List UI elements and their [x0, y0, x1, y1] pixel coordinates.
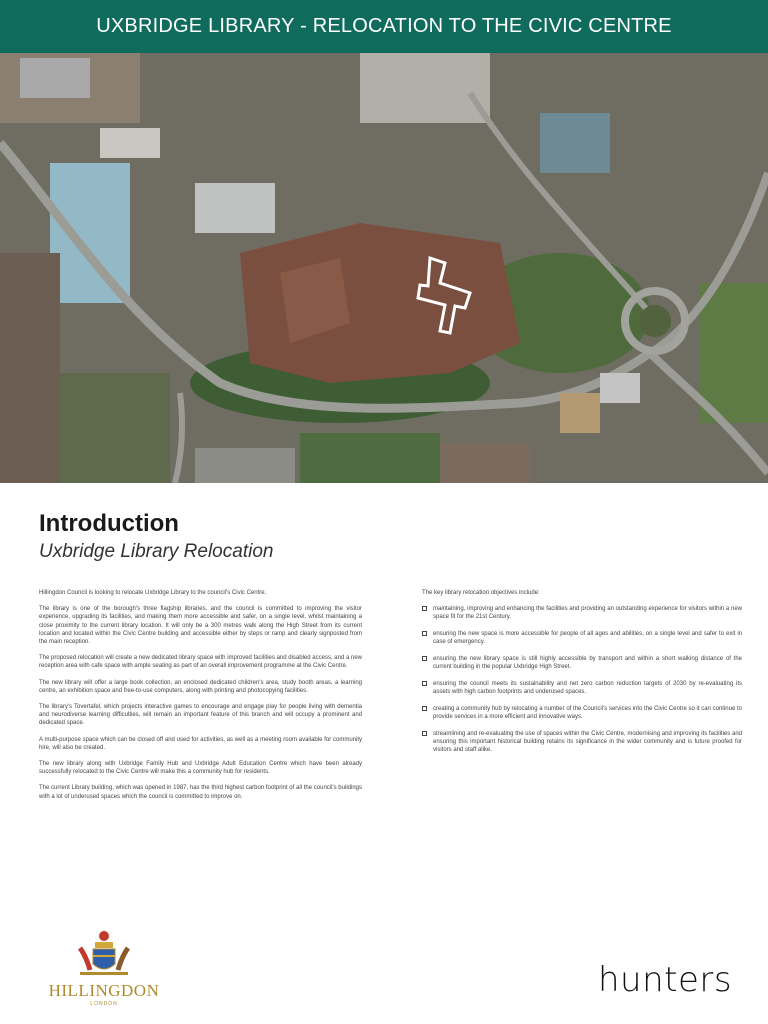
objectives-column	[422, 589, 742, 763]
intro-title: Introduction	[39, 510, 179, 537]
objective-text: streamlining and re-evaluating the use of spaces within the Civic Centre, modernising and improving its facilities and ensuring this important historical building retains its significance in the wider community and is future proofed for visitors and staff alike.	[433, 730, 742, 754]
objective-item	[422, 730, 742, 755]
objective-text: ensuring the council meets its sustainability and net zero carbon reduction targets of 2030 by re-evaluating its assets with high carbon footprints and underused spaces.	[433, 680, 742, 696]
objectives-list	[422, 605, 742, 754]
hillingdon-logo-subtext: LONDON	[90, 1001, 118, 1007]
checkbox-bullet-icon	[422, 731, 427, 736]
header-banner	[0, 0, 768, 53]
objective-item	[422, 630, 742, 646]
checkbox-bullet-icon	[422, 706, 427, 711]
checkbox-bullet-icon	[422, 681, 427, 686]
body-paragraph: The library is one of the borough's three flagship libraries, and the council is committed to improving the visitor experience, upgrading its facilities, and making them more accessible and safer, on a single level, whilst maintaining a close proximity to the current library location. It will only be a 300 metres walk along the High Street from its current location and located within the Civic Centre building and accessible either by steps or ramp and clearly signposted from the main reception.	[39, 606, 362, 646]
body-paragraph: The proposed relocation will create a new dedicated library space with improved facilities and disabled access, and a new reception area with cafe space with ample seating as part of an overall improvement programme at the Civic Centre.	[39, 655, 362, 670]
objective-item	[422, 680, 742, 696]
checkbox-bullet-icon	[422, 606, 427, 611]
checkbox-bullet-icon	[422, 631, 427, 636]
objective-text: ensuring the new space is more accessible for people of all ages and abilities, on a single level and safer to exit in case of emergency.	[433, 631, 742, 646]
hillingdon-logo-text: HILLINGDON	[48, 981, 160, 1000]
checkbox-bullet-icon	[422, 656, 427, 661]
objective-item	[422, 705, 742, 721]
hunters-logo: hunters	[598, 960, 733, 1000]
body-paragraph: The current Library building, which was opened in 1987, has the third highest carbon footprint of all the council's buildings with a lot of underused spaces which the council is committed to improve on.	[39, 785, 362, 800]
body-paragraph: The new library will offer a large book collection, an enclosed dedicated children's area, study booth areas, a learning centre, an exhibition space and free-to-use computers, along with printing and photocopying facilities.	[39, 679, 362, 694]
objectives-intro: The key library relocation objectives include:	[422, 590, 540, 596]
intro-body-column	[39, 589, 362, 809]
body-paragraph: The library's Tovertafel, which projects interactive games to encourage and engage play for people living with dementia and neurodiverse learning difficulties, will remain an important feature of this branch and will occupy a prominent and dedicated space.	[39, 704, 362, 727]
objective-text: maintaining, improving and enhancing the facilities and providing an outstanding experience for visitors within a new space fit for the 21st Century.	[433, 606, 742, 621]
objective-text: creating a community hub by relocating a number of the Council's services into the Civic Centre so it can continue to provide services in a more efficient and innovative ways.	[433, 705, 742, 721]
body-paragraph: Hillingdon Council is looking to relocate Uxbridge Library to the council's Civic Centre.	[39, 590, 267, 596]
aerial-photo	[0, 53, 768, 483]
body-paragraph: A multi-purpose space which can be closed off and used for activities, as well as a meeting room available for community hire, will also be created.	[39, 736, 362, 751]
objective-text: ensuring the new library space is still highly accessible by transport and within a short walking distance of the current building in the popular Uxbridge High Street.	[433, 656, 742, 671]
intro-subtitle: Uxbridge Library Relocation	[39, 541, 274, 562]
objective-item	[422, 605, 742, 621]
body-paragraph: The new library along with Uxbridge Family Hub and Uxbridge Adult Education Centre which have been already successfully relocated to the Civic Centre will make this a community hub for residents.	[39, 761, 362, 776]
page-title: UXBRIDGE LIBRARY - RELOCATION TO THE CIVIC CENTRE	[96, 15, 672, 37]
objective-item	[422, 655, 742, 671]
